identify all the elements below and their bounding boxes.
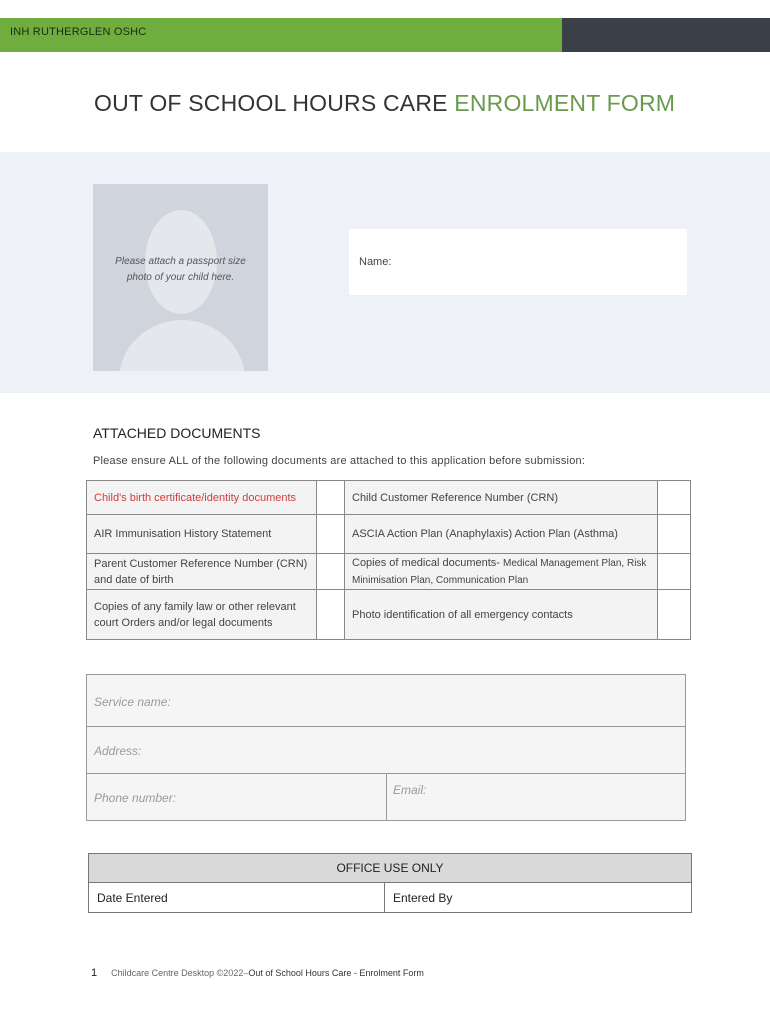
service-name-field[interactable]: Service name:: [87, 675, 685, 727]
doc-item-birth-certificate: Child's birth certificate/identity documents: [87, 481, 317, 515]
documents-checklist: [86, 480, 691, 640]
name-label: Name:: [359, 256, 392, 268]
page-number: 1: [91, 967, 98, 979]
attached-documents-heading: ATTACHED DOCUMENTS: [93, 425, 261, 441]
office-use-table: [88, 853, 692, 913]
page-footer: [91, 967, 424, 979]
doc-item-photo-id: Photo identification of all emergency contacts: [345, 590, 658, 640]
org-name: INH RUTHERGLEN OSHC: [10, 26, 147, 38]
doc-item-parent-crn: Parent Customer Reference Number (CRN) and date of birth: [87, 554, 317, 590]
name-field[interactable]: [349, 229, 687, 295]
table-row: [87, 590, 691, 640]
title-accent: ENROLMENT FORM: [454, 90, 676, 116]
phone-number-field[interactable]: Phone number:: [94, 791, 177, 805]
address-field[interactable]: Address:: [87, 727, 685, 774]
table-row: [87, 481, 691, 515]
avatar-body-icon: [119, 320, 245, 371]
office-use-heading: OFFICE USE ONLY: [89, 854, 692, 883]
photo-placeholder[interactable]: [93, 184, 268, 371]
footer-company: Childcare Centre Desktop ©2022–: [111, 968, 249, 978]
photo-hint: Please attach a passport size photo of your child here.: [115, 256, 246, 283]
date-entered-field[interactable]: Date Entered: [89, 883, 385, 913]
doc-checkbox[interactable]: [658, 590, 691, 640]
doc-checkbox[interactable]: [658, 481, 691, 515]
table-row: [87, 515, 691, 554]
doc-checkbox[interactable]: [658, 554, 691, 590]
footer-doc-title: Out of School Hours Care - Enrolment Form: [248, 968, 424, 978]
field-divider: [386, 773, 387, 821]
header-bar: [0, 18, 770, 52]
doc-checkbox[interactable]: [317, 590, 345, 640]
doc-item-child-crn: Child Customer Reference Number (CRN): [345, 481, 658, 515]
table-row: [87, 554, 691, 590]
doc-checkbox[interactable]: [317, 515, 345, 554]
attached-documents-instruction: Please ensure ALL of the following documents are attached to this application before submission:: [93, 455, 586, 467]
entered-by-field[interactable]: Entered By: [385, 883, 692, 913]
doc-item-immunisation: AIR Immunisation History Statement: [87, 515, 317, 554]
header-dark-band: [562, 18, 770, 52]
doc-item-medical-documents: Copies of medical documents- Medical Management Plan, Risk Minimisation Plan, Communication Plan: [345, 554, 658, 590]
service-details-form: [86, 674, 686, 821]
doc-checkbox[interactable]: [317, 481, 345, 515]
page-title: [94, 90, 675, 117]
doc-checkbox[interactable]: [658, 515, 691, 554]
doc-checkbox[interactable]: [317, 554, 345, 590]
doc-item-ascia-plan: ASCIA Action Plan (Anaphylaxis) Action Plan (Asthma): [345, 515, 658, 554]
title-main: OUT OF SCHOOL HOURS CARE: [94, 90, 448, 116]
doc-item-court-orders: Copies of any family law or other relevant court Orders and/or legal documents: [87, 590, 317, 640]
email-field[interactable]: Email:: [393, 783, 427, 797]
